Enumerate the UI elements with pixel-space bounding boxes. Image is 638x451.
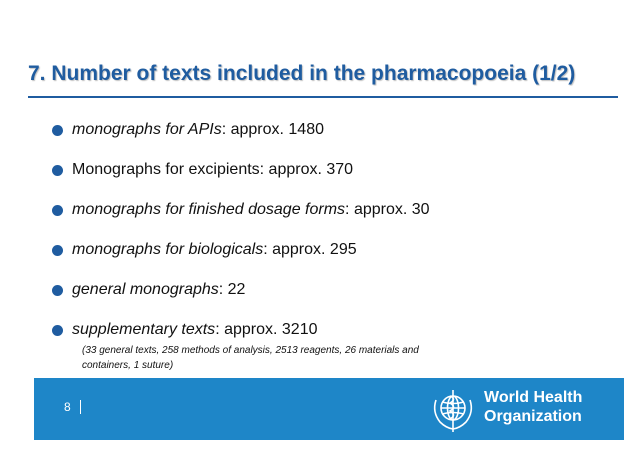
item-value: : approx. 295	[263, 241, 357, 258]
item-value: : 22	[218, 281, 246, 298]
footer-bar	[34, 378, 624, 440]
page-divider	[80, 400, 81, 414]
note-line-2: containers, 1 suture)	[82, 360, 174, 371]
item-value: : approx. 3210	[215, 321, 318, 338]
bullet-list	[52, 110, 612, 350]
item-value: : approx. 1480	[221, 121, 324, 138]
slide-title: 7. Number of texts included in the pharmacopoeia (1/2)	[28, 62, 576, 85]
item-label: monographs for biologicals	[72, 241, 264, 258]
item-label: monographs for APIs	[72, 121, 222, 138]
bullet-icon	[52, 205, 63, 216]
list-item	[52, 270, 612, 310]
item-value: : approx. 370	[259, 161, 354, 178]
list-item	[52, 110, 612, 150]
list-item	[52, 190, 612, 230]
title-underline	[28, 96, 618, 98]
list-item	[52, 150, 612, 190]
item-label: monographs for finished dosage forms	[72, 201, 346, 218]
org-name-line-2: Organization	[484, 408, 582, 425]
bullet-icon	[52, 245, 63, 256]
page-number: 8	[64, 400, 71, 414]
who-emblem-icon	[428, 386, 478, 434]
item-label: supplementary texts	[72, 321, 216, 338]
item-label: Monographs for excipients	[72, 161, 260, 178]
bullet-icon	[52, 285, 63, 296]
list-item	[52, 230, 612, 270]
who-wordmark	[484, 388, 582, 426]
org-name-line-1: World Health	[484, 389, 583, 406]
bullet-icon	[52, 165, 63, 176]
note-line-1: (33 general texts, 258 methods of analysis, 2513 reagents, 26 materials and	[82, 345, 419, 356]
item-value: : approx. 30	[345, 201, 430, 218]
item-label: general monographs	[72, 281, 219, 298]
bullet-icon	[52, 325, 63, 336]
supplementary-note	[82, 343, 512, 373]
bullet-icon	[52, 125, 63, 136]
